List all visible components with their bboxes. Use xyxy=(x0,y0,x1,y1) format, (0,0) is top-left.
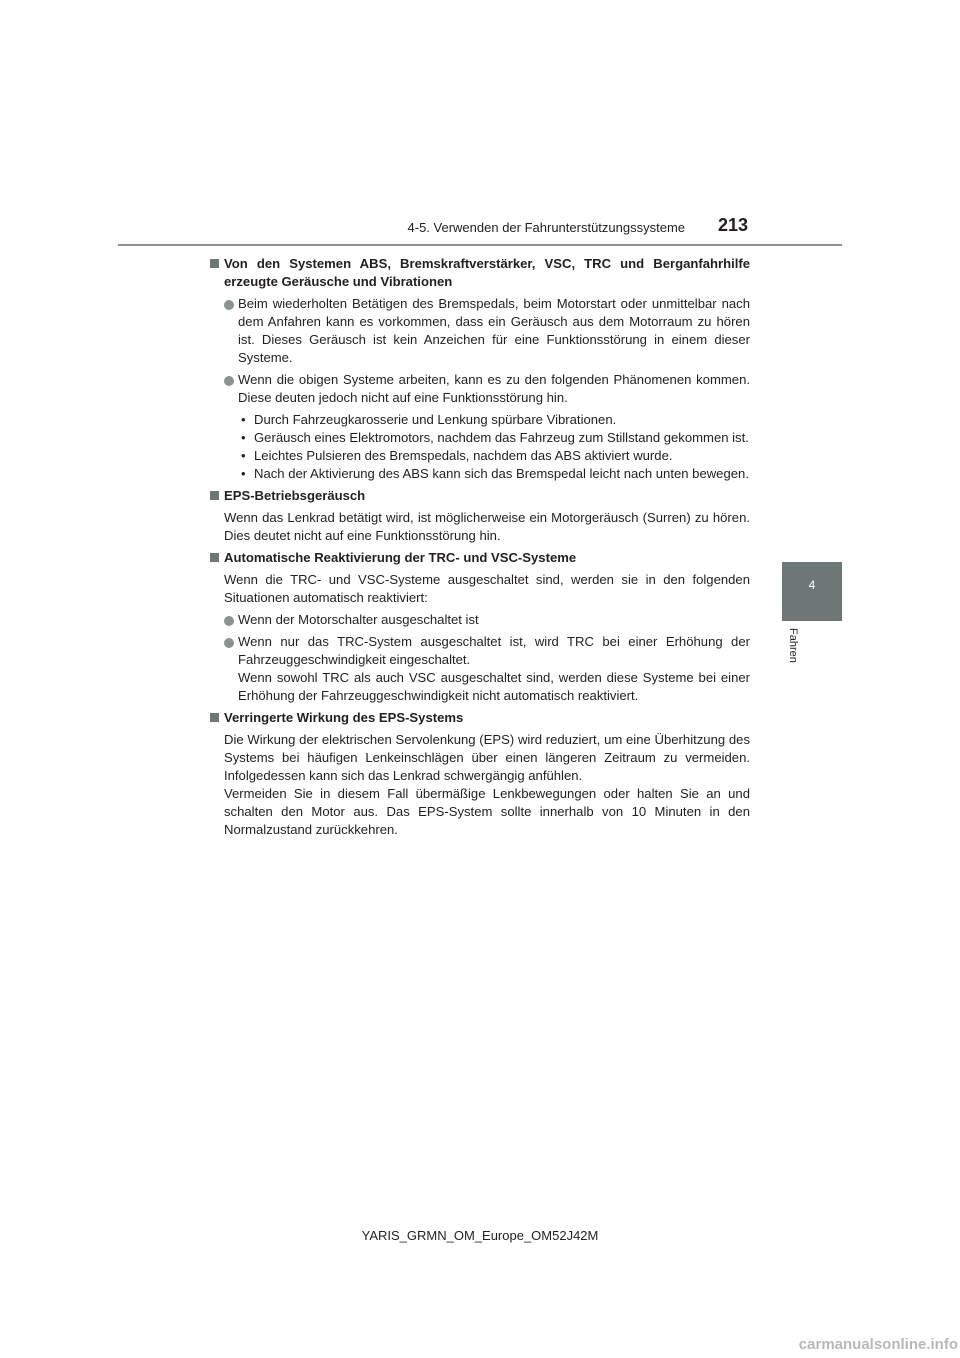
bullet-item xyxy=(208,611,750,629)
sub-list xyxy=(208,411,750,483)
chapter-label xyxy=(784,624,804,674)
section-heading-text: Von den Systemen ABS, Bremskraftverstärker, VSC, TRC und Berganfahrhilfe erzeugte Geräusche und Vibrationen xyxy=(224,256,750,289)
header-section-title: 4-5. Verwenden der Fahrunterstützungssysteme xyxy=(407,220,685,235)
section-heading-text: EPS-Betriebsgeräusch xyxy=(224,488,366,503)
header-rule xyxy=(118,244,842,246)
section-paragraph: Wenn die TRC- und VSC-Systeme ausgeschaltet sind, werden sie in den folgenden Situationen automatisch reaktiviert: xyxy=(224,572,750,605)
square-bullet-icon xyxy=(210,553,219,562)
square-bullet-icon xyxy=(210,713,219,722)
square-bullet-icon xyxy=(210,491,219,500)
page-number: 213 xyxy=(717,215,748,235)
bullet-text: Wenn nur das TRC-System ausgeschaltet ist, wird TRC bei einer Erhöhung der Fahrzeuggeschwindigkeit eingeschaltet. xyxy=(238,634,750,667)
dot-marker-icon: • xyxy=(241,412,246,427)
section-paragraph-line: Vermeiden Sie in diesem Fall übermäßige Lenkbewegungen oder halten Sie an und schalten den Motor aus. Das EPS-System sollte innerhalb von 10 Minuten in den Normalzustand zurückkehren. xyxy=(224,786,750,837)
section-heading xyxy=(208,255,750,291)
watermark-link[interactable]: carmanualsonline.info xyxy=(798,1336,958,1353)
sub-item-text: Nach der Aktivierung des ABS kann sich das Bremspedal leicht nach unten bewegen. xyxy=(254,466,749,481)
sub-item xyxy=(238,447,750,465)
bullet-item xyxy=(208,633,750,705)
sub-item-text: Leichtes Pulsieren des Bremspedals, nachdem das ABS aktiviert wurde. xyxy=(254,448,673,463)
section-heading xyxy=(208,709,750,727)
chapter-label-text: Fahren xyxy=(787,628,799,663)
section-heading xyxy=(208,487,750,505)
circle-bullet-icon xyxy=(224,638,234,648)
section-paragraph: Wenn das Lenkrad betätigt wird, ist möglicherweise ein Motorgeräusch (Surren) zu hören. Dies deutet nicht auf eine Funktionsstörung hin. xyxy=(224,510,750,543)
main-content xyxy=(208,255,750,839)
chapter-tab[interactable] xyxy=(782,562,842,621)
bullet-item xyxy=(208,295,750,367)
section-heading-text: Automatische Reaktivierung der TRC- und VSC-Systeme xyxy=(224,550,577,565)
dot-marker-icon: • xyxy=(241,448,246,463)
bullet-text: Beim wiederholten Betätigen des Bremspedals, beim Motorstart oder unmittelbar nach dem Anfahren kann es vorkommen, dass ein Geräusch aus dem Motorraum zu hören ist. Dieses Geräusch ist kein Anzeichen für eine Funktionsstörung in einem dieser Systeme. xyxy=(238,296,750,365)
circle-bullet-icon xyxy=(224,616,234,626)
circle-bullet-icon xyxy=(224,376,234,386)
section-paragraph-line: Die Wirkung der elektrischen Servolenkung (EPS) wird reduziert, um eine Überhitzung des Systems bei häufigen Lenkeinschlägen über einen längeren Zeitraum zu vermeiden. Infolgedessen kann sich das Lenkrad schwergängig anfühlen. xyxy=(224,732,750,783)
sub-item xyxy=(238,411,750,429)
bullet-item xyxy=(208,371,750,407)
section-heading xyxy=(208,549,750,567)
sub-item xyxy=(238,429,750,447)
sub-item-text: Durch Fahrzeugkarosserie und Lenkung spürbare Vibrationen. xyxy=(254,412,617,427)
footer-document-code: YARIS_GRMN_OM_Europe_OM52J42M xyxy=(361,1228,599,1243)
dot-marker-icon: • xyxy=(241,466,246,481)
section-paragraph xyxy=(208,731,750,839)
dot-marker-icon: • xyxy=(241,430,246,445)
square-bullet-icon xyxy=(210,259,219,268)
sub-item xyxy=(238,465,750,483)
section-heading-text: Verringerte Wirkung des EPS-Systems xyxy=(224,710,464,725)
bullet-text: Wenn der Motorschalter ausgeschaltet ist xyxy=(238,612,479,627)
circle-bullet-icon xyxy=(224,300,234,310)
bullet-continuation-text: Wenn sowohl TRC als auch VSC ausgeschaltet sind, werden diese Systeme bei einer Erhöhung der Fahrzeuggeschwindigkeit nicht automatisch reaktiviert. xyxy=(238,670,750,703)
chapter-tab-number: 4 xyxy=(808,578,816,592)
bullet-text: Wenn die obigen Systeme arbeiten, kann es zu den folgenden Phänomenen kommen. Diese deuten jedoch nicht auf eine Funktionsstörung hin. xyxy=(238,372,750,405)
sub-item-text: Geräusch eines Elektromotors, nachdem das Fahrzeug zum Stillstand gekommen ist. xyxy=(254,430,749,445)
